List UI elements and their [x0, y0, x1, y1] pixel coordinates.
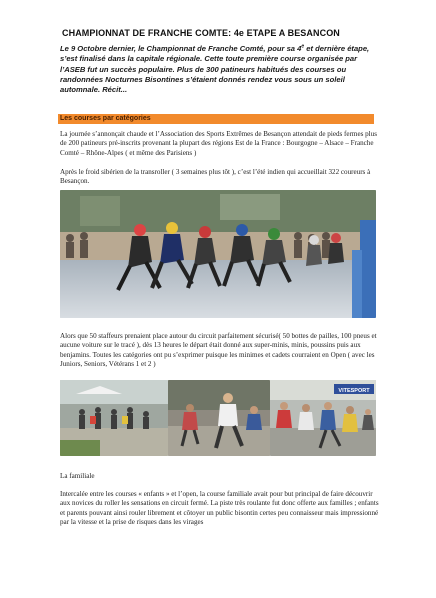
paragraph-familiale: Intercalée entre les courses « enfants » et l’open, la course familiale avait pour but principal de faire découvrir aux novices du roller les sensations en circuit fermé. La piste très roulante fut donc offerte aux familles ; enfants et parents pouvant ainsi rouler librement et côtoyer un public bisontin certes peu connaisseur mais impressionné par la vitesse et la prise de risques dans les virages [60, 490, 379, 526]
paragraph-intro-day: La journée s’annonçait chaude et l’Association des Sports Extrêmes de Besançon attendait de pieds fermes plus de 200 patineurs pré-inscrits provenant la plupart des régions Est de la France : Bourgogne – Alsace – Franche Comté – Rhône-Alpes ( et même des Parisiens ) [60, 130, 377, 157]
intro-text-2: et dernière étape, s’est finalisé dans la capitale régionale. Cette toute première course organisée par l’ASEB fut un succès populaire. Plus de 300 patineurs habitués des courses ou randonnées Nocturnes Bisontines s’étaient donnés rendez vous sous un soleil automnale. Récit... [60, 44, 370, 95]
vitesport-banner-text: VITESPORT [338, 388, 370, 394]
paragraph-staff-categories: Alors que 50 staffeurs prenaient place autour du circuit parfaitement sécurisé( 50 bottes de pailles, 100 pneus et aucune voiture sur le tracé ), dès 13 heures le départ était donné aux super-minis, minis, poussins puis aux benjamins. Toutes les catégories ont pu s’exprimer puisque les minimes et cadets courraient en Open ( avec les Juniors, Seniors, Vétérans 1 et 2 ) [60, 332, 377, 368]
photo-right [270, 380, 376, 456]
race-photo-image [60, 190, 376, 318]
article-title: CHAMPIONNAT DE FRANCHE COMTE: 4e ETAPE A BESANCON [62, 28, 340, 38]
race-photo [60, 190, 376, 318]
photo-right-image [270, 380, 376, 456]
section-header-band [58, 114, 374, 124]
photo-left [60, 380, 168, 456]
subheading-familiale: La familiale [60, 472, 95, 480]
photo-middle-image [168, 380, 270, 456]
intro-superscript: e [301, 43, 305, 50]
photo-left-image [60, 380, 168, 456]
intro-text-1: Le 9 Octobre dernier, le Championnat de Franche Comté, pour sa 4 [60, 44, 302, 53]
photo-middle [168, 380, 270, 456]
section-header-label: Les courses par catégories [60, 115, 151, 122]
paragraph-weather: Après le froid sibérien de la transroller ( 3 semaines plus tôt ), c’est l’été indien qui accueillait 322 coureurs à Besançon. [60, 168, 371, 186]
article-intro [60, 44, 380, 95]
